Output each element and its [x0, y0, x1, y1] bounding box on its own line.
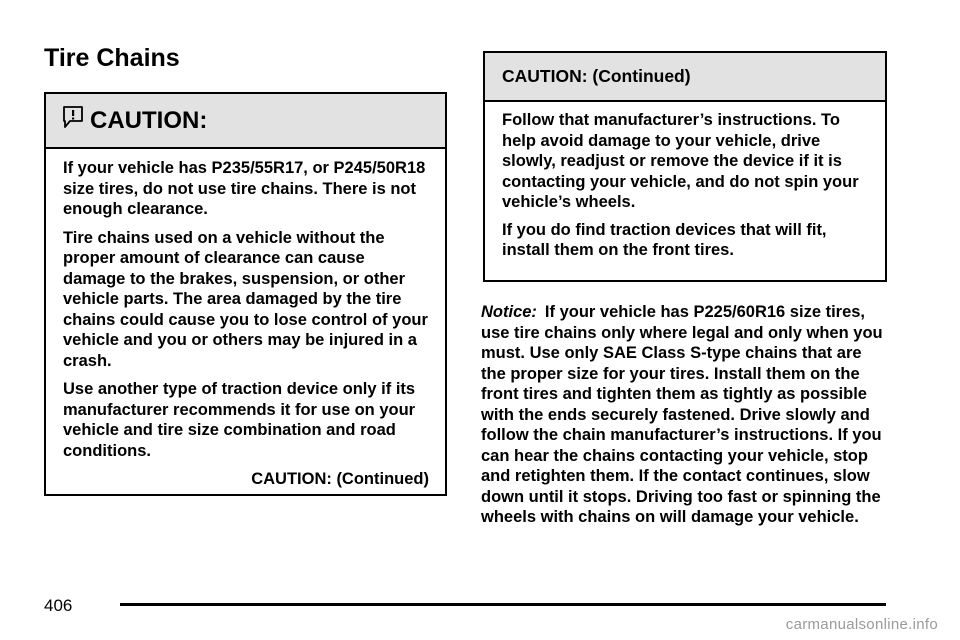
- caution-label: CAUTION:: [90, 106, 208, 134]
- page-number: 406: [44, 596, 73, 615]
- caution-body: [46, 149, 445, 490]
- notice-block: [481, 302, 885, 528]
- caution-header: [46, 94, 445, 149]
- caution-icon: [62, 105, 84, 131]
- caution-paragraph: If your vehicle has P235/55R17, or P245/50R18 size tires, do not use tire chains. There is not enough clearance.: [63, 159, 426, 218]
- notice-paragraph: [481, 302, 885, 528]
- section-title: Tire Chains: [44, 44, 180, 72]
- caution-continued-box: [483, 51, 887, 282]
- notice-text: If your vehicle has P225/60R16 size tires, use tire chains only where legal and only when you must. Use only SAE Class S-type chains that are the proper size for your tires. Install them on the front tires and tighten them as tightly as possible with the ends securely fastened. Drive slowly and follow the chain manufacturer’s instructions. If you can hear the chains contacting your vehicle, stop and retighten them. If the contact continues, slow down until it stops. Driving too fast or spinning the wheels with chains on will damage your vehicle.: [481, 303, 883, 526]
- caution-box: [44, 92, 447, 496]
- footer-rule: [120, 603, 886, 606]
- watermark-text: carmanualsonline.info: [785, 616, 938, 633]
- caution-paragraph: Follow that manufacturer’s instructions. To help avoid damage to your vehicle, drive slowly, readjust or remove the device if it is contacting your vehicle, and do not spin your vehicle’s wheels.: [502, 111, 859, 211]
- caution-paragraph: Tire chains used on a vehicle without the proper amount of clearance can cause damage to the brakes, suspension, or other vehicle parts. The area damaged by the tire chains could cause you to lose control of your vehicle and you or others may be injured in a crash.: [63, 228, 428, 370]
- notice-label: Notice:: [481, 303, 537, 321]
- caution-paragraph: Use another type of traction device only if its manufacturer recommends it for use on your vehicle and tire size combination and road conditions.: [63, 380, 416, 460]
- caution-continued-header: CAUTION: (Continued): [485, 53, 885, 102]
- caution-continued-body: [485, 102, 885, 261]
- caution-continued-note: CAUTION: (Continued): [251, 470, 429, 488]
- caution-paragraph: If you do find traction devices that will fit, install them on the front tires.: [502, 220, 827, 259]
